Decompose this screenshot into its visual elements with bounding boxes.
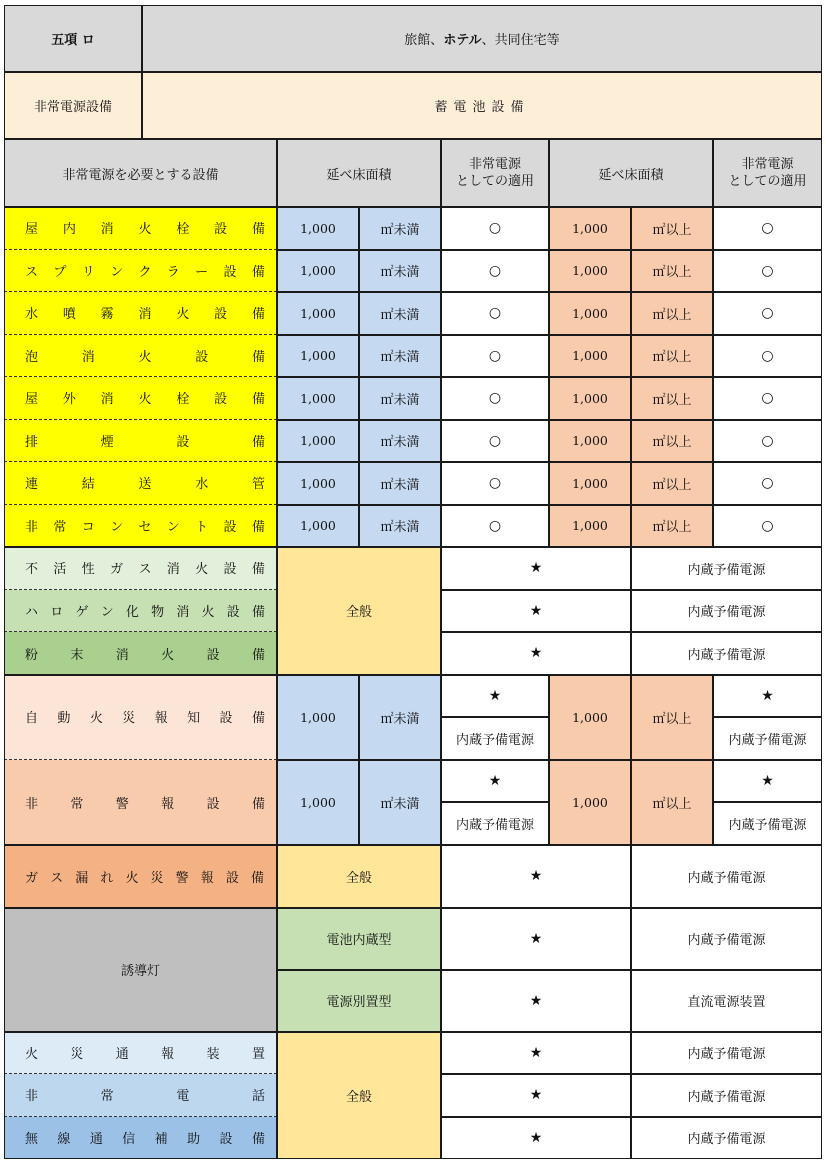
area-value-2: 1,000 — [549, 292, 631, 335]
applies-mark-1: ○ — [441, 377, 549, 420]
header-line: 非常電源 — [741, 157, 794, 172]
area-value-2: 1,000 — [549, 335, 631, 378]
equipment-name-text: ス プ リ ン ク ラ ー 設 備 — [25, 264, 265, 280]
comm-group-frame — [4, 1032, 277, 1160]
applies-mark: ★ — [441, 1117, 631, 1160]
area-value-1: 1,000 — [277, 505, 359, 548]
area-value-1: 1,000 — [277, 420, 359, 463]
applies-mark-2: ○ — [713, 377, 822, 420]
fire-group-frame — [4, 207, 277, 547]
applies-mark: ★ — [441, 908, 631, 970]
applies-mark-1: ○ — [441, 292, 549, 335]
applies-mark-2: ○ — [713, 207, 822, 250]
power-note: 内蔵予備電源 — [631, 1074, 822, 1117]
col-header-area-2: 延べ床面積 — [549, 139, 713, 207]
col-header-area-1: 延べ床面積 — [277, 139, 441, 207]
area-value-1: 1,000 — [277, 377, 359, 420]
building-use-cell — [142, 5, 822, 72]
equipment-name-text: 不 活 性 ガ ス 消 火 設 備 — [25, 562, 265, 578]
applies-mark-1: ○ — [441, 207, 549, 250]
area-value-2: 1,000 — [549, 462, 631, 505]
building-use-part: ホテル — [443, 33, 482, 48]
applies-mark-2: ★ — [713, 760, 822, 803]
equipment-name-text: ハ ロ ゲ ン 化 物 消 火 設 備 — [25, 604, 265, 620]
applies-mark: ★ — [441, 845, 631, 908]
applies-mark: ★ — [441, 632, 631, 675]
area-unit-2: ㎡以上 — [631, 207, 713, 250]
area-unit-2: ㎡以上 — [631, 462, 713, 505]
area-unit-1: ㎡未満 — [359, 377, 441, 420]
applies-mark-2: ○ — [713, 462, 822, 505]
applies-mark-2: ○ — [713, 292, 822, 335]
applies-mark: ★ — [441, 970, 631, 1032]
equipment-name-text: 連 結 送 水 管 — [25, 477, 265, 493]
area-unit-1: ㎡未満 — [359, 250, 441, 293]
gas-group-frame — [4, 547, 277, 675]
area-value-2: 1,000 — [549, 420, 631, 463]
equipment-name-text: 非 常 警 報 設 備 — [25, 796, 265, 812]
equipment-name-text: ガ ス 漏 れ 火 災 警 報 設 備 — [25, 870, 264, 886]
area-value-1: 1,000 — [277, 760, 359, 845]
equipment-name-text: 屋 内 消 火 栓 設 備 — [25, 222, 265, 238]
power-note: 内蔵予備電源 — [631, 1117, 822, 1160]
power-equipment-label: 非常電源設備 — [4, 72, 142, 139]
area-unit-2: ㎡以上 — [631, 505, 713, 548]
area-general-cell: 全般 — [277, 547, 441, 675]
applies-mark-2: ★ — [713, 675, 822, 718]
guide-light-type: 電池内蔵型 — [277, 908, 441, 970]
equipment-name-text: 排 煙 設 備 — [25, 434, 265, 450]
item-number-cell: 五項 ロ — [4, 5, 142, 72]
area-value-2: 1,000 — [549, 377, 631, 420]
area-value-1: 1,000 — [277, 207, 359, 250]
area-unit-2: ㎡以上 — [631, 335, 713, 378]
area-unit-1: ㎡未満 — [359, 335, 441, 378]
equipment-name-text: 非 常 コ ン セ ン ト 設 備 — [25, 520, 265, 536]
equipment-name-text: 粉 末 消 火 設 備 — [25, 647, 265, 663]
applies-mark-1: ○ — [441, 462, 549, 505]
applies-mark-1: ★ — [441, 675, 549, 718]
applies-mark-1: ★ — [441, 760, 549, 803]
power-note-2: 内蔵予備電源 — [713, 717, 822, 760]
area-unit-2: ㎡以上 — [631, 377, 713, 420]
building-use-part: 、共同住宅等 — [481, 33, 560, 48]
area-value-2: 1,000 — [549, 207, 631, 250]
power-note: 内蔵予備電源 — [631, 1032, 822, 1075]
area-general-cell: 全般 — [277, 845, 441, 908]
equipment-row-label — [4, 845, 277, 908]
equipment-name-text: 水 噴 霧 消 火 設 備 — [25, 307, 265, 323]
guide-light-type: 電源別置型 — [277, 970, 441, 1032]
area-value-1: 1,000 — [277, 292, 359, 335]
alarm-group-frame — [4, 675, 277, 845]
area-value-2: 1,000 — [549, 675, 631, 760]
area-unit-2: ㎡以上 — [631, 675, 713, 760]
equipment-name-text: 自 動 火 災 報 知 設 備 — [25, 711, 265, 726]
power-note: 内蔵予備電源 — [631, 845, 822, 908]
area-value-2: 1,000 — [549, 250, 631, 293]
col-header-applies-2 — [713, 139, 822, 207]
applies-mark-1: ○ — [441, 250, 549, 293]
area-value-1: 1,000 — [277, 335, 359, 378]
col-header-equipment: 非常電源を必要とする設備 — [4, 139, 277, 207]
area-unit-2: ㎡以上 — [631, 420, 713, 463]
area-unit-1: ㎡未満 — [359, 760, 441, 845]
equipment-name-text: 火 災 通 報 装 置 — [25, 1046, 265, 1062]
building-use-part: 旅館、 — [404, 33, 444, 48]
equipment-name-text: 非 常 電 話 — [25, 1089, 265, 1105]
applies-mark-2: ○ — [713, 505, 822, 548]
area-unit-2: ㎡以上 — [631, 292, 713, 335]
applies-mark-2: ○ — [713, 335, 822, 378]
power-note: 内蔵予備電源 — [631, 908, 822, 970]
equipment-name-text: 泡 消 火 設 備 — [25, 349, 265, 365]
area-unit-1: ㎡未満 — [359, 292, 441, 335]
equipment-name-text: 無 線 通 信 補 助 設 備 — [25, 1132, 265, 1148]
area-unit-1: ㎡未満 — [359, 675, 441, 760]
power-note: 内蔵予備電源 — [631, 547, 822, 590]
battery-equipment-cell: 蓄電池設備 — [142, 72, 822, 139]
area-unit-1: ㎡未満 — [359, 207, 441, 250]
header-line: としての適用 — [455, 174, 534, 189]
power-note: 内蔵予備電源 — [631, 590, 822, 633]
applies-mark-1: ○ — [441, 420, 549, 463]
applies-mark-1: ○ — [441, 505, 549, 548]
area-value-2: 1,000 — [549, 505, 631, 548]
applies-mark: ★ — [441, 1032, 631, 1075]
area-unit-1: ㎡未満 — [359, 462, 441, 505]
applies-mark-1: ○ — [441, 335, 549, 378]
guide-light-label: 誘導灯 — [4, 908, 277, 1032]
applies-mark: ★ — [441, 1074, 631, 1117]
power-note: 内蔵予備電源 — [631, 632, 822, 675]
power-note-2: 内蔵予備電源 — [713, 802, 822, 845]
area-unit-1: ㎡未満 — [359, 505, 441, 548]
area-unit-1: ㎡未満 — [359, 420, 441, 463]
power-note-1: 内蔵予備電源 — [441, 802, 549, 845]
power-note: 直流電源装置 — [631, 970, 822, 1032]
applies-mark-2: ○ — [713, 250, 822, 293]
header-line: 非常電源 — [468, 157, 521, 172]
area-unit-2: ㎡以上 — [631, 250, 713, 293]
col-header-applies-1 — [441, 139, 549, 207]
applies-mark: ★ — [441, 547, 631, 590]
applies-mark: ★ — [441, 590, 631, 633]
power-note-1: 内蔵予備電源 — [441, 717, 549, 760]
header-line: としての適用 — [728, 174, 807, 189]
area-general-cell: 全般 — [277, 1032, 441, 1160]
area-value-2: 1,000 — [549, 760, 631, 845]
area-value-1: 1,000 — [277, 675, 359, 760]
area-value-1: 1,000 — [277, 250, 359, 293]
equipment-name-text: 屋 外 消 火 栓 設 備 — [25, 392, 265, 408]
area-unit-2: ㎡以上 — [631, 760, 713, 845]
area-value-1: 1,000 — [277, 462, 359, 505]
applies-mark-2: ○ — [713, 420, 822, 463]
